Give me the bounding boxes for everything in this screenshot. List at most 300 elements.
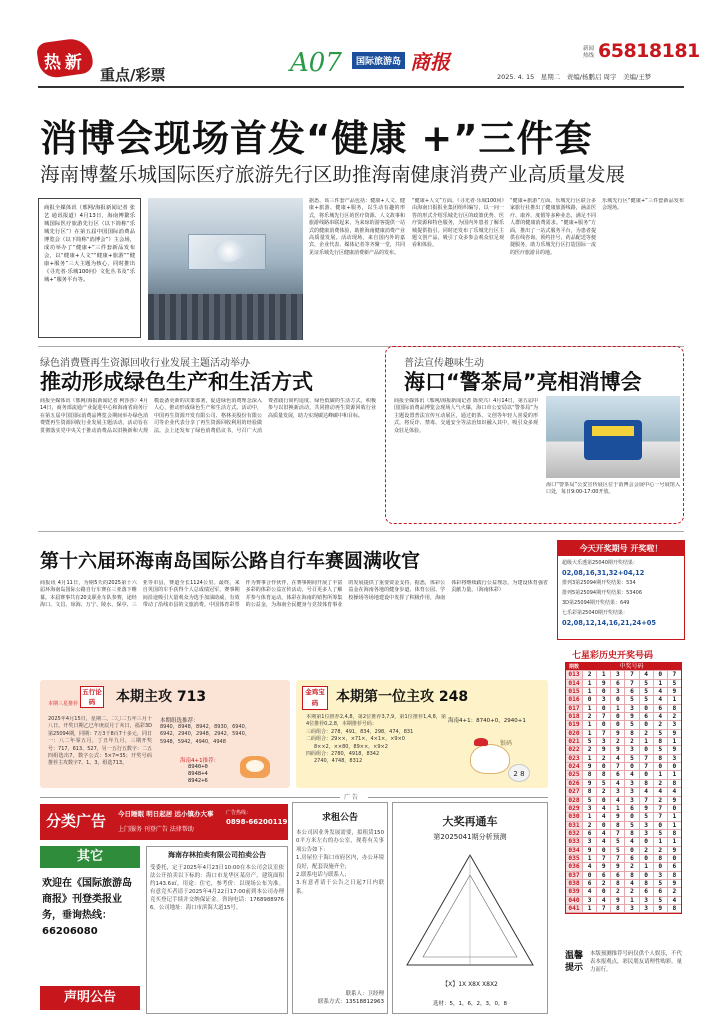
history-digit: 4: [667, 788, 681, 795]
cycling-body: 商报讯 4月11日，为期5天的2025第十六届环海南岛国际公路自行车赛在三亚落下帷幕。本届赛事共有20支职业车队参赛，途经海口、文昌、琼海、万宁、陵水、保亭、三亚等市县，赛道全长1124公里。最终，来自英国的车手获得个人总成绩冠军，赛事期间沿途吸引大量观众为选手加油助威，有效带动了沿线市县的文旅消费。中国体育彩票作为赛事合作伙伴，在赛事期间开展了丰富多彩的体彩公益宣传活动，号召更多人了解并参与体育运动。体彩在海南的销售所筹集的公益金，为海南全民健身与竞技体育事业的发展提供了重要资金支持，据悉，体彩公益金在海南各地的健身步道、体育公园、学校操场等场地建设中发挥了积极作用，海南体彩将继续践行公益理念，为建设体育强省贡献力量。（海南体彩）: [40, 580, 548, 609]
history-digit: 2: [596, 788, 610, 795]
history-digit: 8: [653, 855, 667, 862]
history-digit: 5: [610, 838, 624, 845]
history-issue: 032: [566, 830, 582, 837]
tea-kicker: 普法宣传趣味生动: [404, 358, 484, 369]
history-digit: 0: [596, 763, 610, 770]
history-row: [566, 763, 681, 771]
history-digit: 8: [667, 872, 681, 879]
history-digit: 5: [653, 746, 667, 753]
history-row: [566, 855, 681, 863]
history-digit: 6: [624, 688, 638, 695]
first-side: 海南4+1：8740+0，2940+1: [448, 718, 526, 724]
history-digit: 2: [610, 738, 624, 745]
green-body: 商报全媒体讯（邢网/海报新闻记者 柯莎莎）4月14日，商务部流通产业促进中心和海南省商务厅在第五届中国国际消费品博览会期间举办绿色消费暨再生资源回收行业发展主题活动，活动旨在贯彻落实党中央关于推动消费品以旧换新和大规模设备更新的决策部署，促进绿色消费理念深入人心，推动形成绿色生产和生活方式。活动中，中国再生资源开发有限公司、格林美股份有限公司等企业代表分享了再生资源回收利用的经验做法。会上还发布了绿色消费倡议书，号召广大消费者践行简约适度、绿色低碳的生活方式，积极参与以旧换新活动，共同推动再生资源回收行业高质量发展，助力实现碳达峰碳中和目标。: [40, 398, 376, 434]
history-digit: 0: [653, 671, 667, 678]
history-digit: 7: [653, 813, 667, 820]
history-table: [565, 662, 682, 914]
qita-tag: [40, 846, 140, 868]
lottery-row: 02,08,12,14,16,21,24+05: [562, 619, 656, 627]
history-digit: 4: [624, 771, 638, 778]
history-digit: 4: [610, 755, 624, 762]
history-issue: 025: [566, 771, 582, 778]
history-digit: 9: [667, 730, 681, 737]
history-row: [566, 746, 681, 754]
history-digit: 2: [582, 822, 596, 829]
zhugong-badge: [80, 686, 104, 708]
history-digit: 2: [582, 713, 596, 720]
history-digit: 1: [582, 721, 596, 728]
history-row: [566, 880, 681, 888]
lead-col-3: “健康+人文”方面，《寻光者·乐城100问》由海南日报报业集团组织编写，以一问一答的形式介绍乐城先行区的政策优势、医疗资源和特色服务，为国内外患者了解乐城提供指引。同时还发布了乐城先行区主题文创产品，吸引了众多参会观众驻足观看和体验。: [412, 198, 504, 249]
history-col-issue: 期数: [566, 663, 582, 670]
header-rule: [38, 86, 684, 88]
history-digit: 5: [639, 688, 653, 695]
stage-light: [214, 240, 244, 262]
bigprize-title: 大奖再通车: [442, 815, 498, 828]
zhugong-body: 2025年4月15日，星期二，二〇二五年三月十八日，开奖日期乙巳年庚辰月丁亥日，福彩3D第25094期，同期：7万3千8百7十多元，同日一：八二年零五月，丁丑年九月，三期开奖号：717、613、527，另一五行五数字：二五四组选出7，数字公式：5×7=35；开奖号码推荐主攻数字7、1、3，组选713。: [48, 716, 152, 767]
history-digit: 3: [610, 688, 624, 695]
history-digit: 9: [667, 797, 681, 804]
history-digit: 7: [610, 763, 624, 770]
history-digit: 0: [639, 721, 653, 728]
history-digit: 9: [667, 847, 681, 854]
history-issue: 013: [566, 671, 582, 678]
history-digit: 2: [639, 730, 653, 737]
history-row: [566, 696, 681, 704]
history-digit: 0: [596, 705, 610, 712]
history-digit: 3: [582, 838, 596, 845]
history-title: 七星彩历史开奖号码: [572, 651, 654, 661]
history-digit: 1: [667, 696, 681, 703]
masthead-logo: [38, 36, 96, 80]
history-digit: 9: [653, 905, 667, 912]
zhugong-title: 本期主攻 713: [116, 689, 207, 705]
history-digit: 5: [596, 780, 610, 787]
history-digit: 0: [639, 771, 653, 778]
history-digit: 2: [653, 721, 667, 728]
history-digit: 9: [582, 780, 596, 787]
classified-tel: 0898-66200119: [226, 818, 288, 826]
history-digit: 1: [582, 730, 596, 737]
history-digit: 9: [667, 746, 681, 753]
history-digit: 1: [667, 822, 681, 829]
bigprize-chart: [393, 847, 547, 977]
history-digit: 3: [624, 905, 638, 912]
history-digit: 7: [624, 680, 638, 687]
page-number-text: A07: [290, 48, 342, 78]
history-digit: 0: [624, 763, 638, 770]
auction-title: 海南存林拍卖有限公司拍卖公告: [168, 851, 266, 859]
classified-addr: 上门服务 刊登广告 法律帮助: [118, 826, 194, 833]
lottery-row: 排列3第25094期开奖结果：534: [562, 580, 636, 586]
history-digit: 0: [596, 888, 610, 895]
bigprize-chars: 【X】1X X8X X8X2: [442, 981, 498, 988]
history-digit: 6: [610, 771, 624, 778]
rent-tel: 联系方式：13518812963: [318, 999, 384, 1005]
history-digit: 1: [582, 688, 596, 695]
history-digit: 7: [639, 797, 653, 804]
history-digit: 0: [667, 763, 681, 770]
history-digit: 8: [610, 822, 624, 829]
history-issue: 039: [566, 888, 582, 895]
history-digit: 8: [624, 830, 638, 837]
history-digit: 4: [610, 780, 624, 787]
history-row: [566, 721, 681, 729]
section-label: 重点/彩票: [100, 66, 166, 84]
history-issue: 026: [566, 780, 582, 787]
history-row: [566, 788, 681, 796]
silver-seal: 银码: [500, 740, 513, 747]
history-issue: 030: [566, 813, 582, 820]
audience: [148, 294, 303, 340]
history-digit: 1: [610, 705, 624, 712]
history-digit: 5: [610, 847, 624, 854]
history-digit: 1: [639, 738, 653, 745]
history-digit: 9: [624, 713, 638, 720]
history-row: [566, 797, 681, 805]
history-row: [566, 671, 681, 679]
history-digit: 1: [653, 680, 667, 687]
rent-contact: 联系人：卫经理: [345, 991, 384, 997]
history-digit: 9: [582, 847, 596, 854]
history-digit: 3: [624, 705, 638, 712]
history-digit: 1: [639, 863, 653, 870]
history-digit: 0: [639, 746, 653, 753]
history-digit: 1: [582, 813, 596, 820]
history-issue: 029: [566, 805, 582, 812]
history-digit: 1: [610, 805, 624, 812]
history-digit: 5: [653, 897, 667, 904]
classified-header: [40, 804, 288, 840]
history-issue: 040: [566, 897, 582, 904]
history-digit: 8: [582, 771, 596, 778]
history-digit: 1: [582, 705, 596, 712]
history-issue: 024: [566, 763, 582, 770]
history-digit: 8: [667, 830, 681, 837]
history-digit: 2: [596, 880, 610, 887]
history-digit: 5: [624, 822, 638, 829]
history-row: [566, 705, 681, 713]
history-digit: 9: [667, 688, 681, 695]
history-digit: 9: [610, 897, 624, 904]
history-digit: 0: [639, 705, 653, 712]
history-digit: 4: [596, 805, 610, 812]
history-digit: 1: [653, 838, 667, 845]
history-issue: 021: [566, 738, 582, 745]
history-digit: 6: [667, 863, 681, 870]
history-digit: 2: [596, 755, 610, 762]
history-digit: 2: [582, 746, 596, 753]
history-digit: 6: [582, 830, 596, 837]
history-digit: 3: [624, 746, 638, 753]
first-title: 本期第一位主攻 248: [336, 689, 469, 705]
history-digit: 7: [667, 671, 681, 678]
tea-sign: [592, 426, 634, 436]
rent-box: [292, 802, 388, 1014]
history-digit: 2: [624, 888, 638, 895]
history-digit: 9: [610, 746, 624, 753]
history-digit: 3: [639, 897, 653, 904]
history-digit: 1: [624, 897, 638, 904]
history-digit: 3: [667, 755, 681, 762]
bigprize-foot: 选材：5，1，6，2，3，0，8: [433, 1001, 507, 1007]
history-digit: 0: [610, 721, 624, 728]
history-digit: 1: [582, 755, 596, 762]
history-issue: 036: [566, 863, 582, 870]
history-digit: 4: [653, 788, 667, 795]
history-digit: 4: [639, 788, 653, 795]
history-digit: 0: [624, 847, 638, 854]
first-body: 本期第1位推荐2,4,8，第2位推荐3,7,9，第1位推荐1,4,8，第4位推荐0,2,8，本期推荐号码： 三码组合：278，491，834，298，474，831 二码组合：29××，×71×，4×1×，×9×0 8××2，××80，89××，×9×2 四码组合：2780，4918，8342 2740，4748，8312: [306, 714, 446, 765]
history-digit: 0: [653, 822, 667, 829]
paper-brand: 商报: [410, 50, 450, 74]
history-digit: 7: [624, 671, 638, 678]
history-digit: 2: [624, 738, 638, 745]
history-issue: 035: [566, 855, 582, 862]
lottery-row: 七乐彩第25040期开奖结果：: [562, 610, 628, 616]
history-issue: 022: [566, 746, 582, 753]
zhugong-badge-text: 五行论码: [82, 688, 102, 706]
history-digit: 3: [667, 721, 681, 728]
history-digit: 6: [596, 872, 610, 879]
history-digit: 6: [639, 713, 653, 720]
history-row: [566, 738, 681, 746]
lead-intro: 商报全媒体讯（邢网/海报新闻记者 张艺 通讯报道）4月13日，海南博鳌乐城国际医疗旅游先行区（以下简称“乐城先行区”）在第五届中国国际消费品博览会（以下简称“消博会”）主会场，成功举办了“健康+”三件套新品发布会，以“健康+人文”“健康+旅游”“健康+服务”三大主题为核心，同时推出《寻光者·乐城100问》文化丛书及“乐城+”服务平台等。: [44, 205, 135, 283]
history-digit: 6: [624, 805, 638, 812]
qita-text: 其它: [76, 849, 103, 864]
history-digit: 5: [639, 696, 653, 703]
history-digit: 3: [653, 872, 667, 879]
history-digit: 3: [596, 696, 610, 703]
history-digit: 9: [596, 680, 610, 687]
zhugong-star: 本期三星推荐: [48, 701, 79, 707]
history-issue: 017: [566, 705, 582, 712]
history-issue: 027: [566, 788, 582, 795]
classified-tel-label: 广告热线：: [226, 810, 252, 816]
green-title: 推动形成绿色生产和生活方式: [40, 370, 313, 394]
history-digit: 8: [582, 788, 596, 795]
history-row: [566, 905, 681, 913]
history-issue: 034: [566, 847, 582, 854]
history-digit: 1: [582, 855, 596, 862]
history-digit: 9: [610, 863, 624, 870]
history-row: [566, 897, 681, 905]
history-digit: 3: [582, 897, 596, 904]
history-row: [566, 730, 681, 738]
history-digit: 8: [624, 730, 638, 737]
history-digit: 0: [596, 822, 610, 829]
history-digit: 8: [667, 780, 681, 787]
history-digit: 0: [596, 688, 610, 695]
ad-rule-left: [40, 797, 340, 798]
tiger-face: [246, 760, 264, 772]
history-digit: 6: [639, 888, 653, 895]
headline-title: 消博会现场首发“健康 +”三件套: [40, 117, 593, 160]
history-row: [566, 688, 681, 696]
gold-ball-num: 2 8: [513, 770, 525, 778]
history-row: [566, 755, 681, 763]
history-digit: 5: [667, 680, 681, 687]
tea-title: 海口“警茶局”亮相消博会: [404, 370, 642, 394]
history-digit: 8: [596, 771, 610, 778]
date-line: 2025. 4. 15 星期二 责编/杨鹏启 周宇 美编/王梦: [497, 73, 652, 81]
lottery-banner: 今天开奖期号 开奖啦！: [558, 541, 684, 556]
history-digit: 3: [624, 780, 638, 787]
auction-body: 受委托，定于2025年4月23日10:00在本公司会议室依法公开拍卖以下标的：海口市龙华区某房产，建筑面积约143.6㎡，用途：住宅，参考价：以现场公布为准。有意竞买者请于2025年4月22日17:00前到本公司办理竞买登记手续并交纳保证金。咨询电话：17689889766。公司地址：海口市滨海大道15号。: [150, 865, 284, 911]
history-digit: 0: [653, 763, 667, 770]
history-digit: 8: [667, 905, 681, 912]
history-digit: 1: [582, 905, 596, 912]
history-digit: 3: [596, 738, 610, 745]
history-row: [566, 780, 681, 788]
lottery-rows: [558, 556, 684, 630]
first-badge-text: 金鸡宝码: [305, 688, 325, 707]
history-digit: 8: [639, 880, 653, 887]
history-digit: 7: [610, 855, 624, 862]
history-digit: 8: [667, 705, 681, 712]
lead-photo: [148, 198, 303, 340]
history-digit: 0: [653, 863, 667, 870]
history-digit: 8: [624, 872, 638, 879]
history-digit: 4: [582, 863, 596, 870]
history-digit: 0: [610, 696, 624, 703]
history-digit: 4: [624, 880, 638, 887]
tea-caption: 海口“警茶局”公安宣传展区位于消博会会展中心一号展馆入口处，每日9:00-17:00开放。: [546, 482, 680, 496]
history-row: [566, 872, 681, 880]
mid-rule: [38, 531, 684, 532]
history-digit: 5: [624, 721, 638, 728]
history-digit: 1: [596, 671, 610, 678]
history-issue: 028: [566, 797, 582, 804]
rent-title: 求租公告: [321, 813, 358, 823]
history-digit: 5: [653, 880, 667, 887]
lottery-row: 3D第25094期开奖结果：649: [562, 600, 630, 606]
history-digit: 8: [653, 738, 667, 745]
history-digit: 8: [610, 905, 624, 912]
first-badge: [302, 686, 328, 710]
history-row: [566, 813, 681, 821]
history-digit: 3: [639, 830, 653, 837]
history-digit: 9: [582, 763, 596, 770]
history-digit: 2: [653, 780, 667, 787]
history-digit: 7: [610, 830, 624, 837]
lottery-row: 02,08,16,31,32+04,12: [562, 569, 645, 577]
history-digit: 5: [639, 680, 653, 687]
history-digit: 3: [639, 822, 653, 829]
history-digit: 4: [653, 688, 667, 695]
history-digit: 7: [596, 905, 610, 912]
cycling-title: 第十六届环海南岛国际公路自行车赛圆满收官: [40, 550, 421, 572]
history-digit: 4: [653, 713, 667, 720]
history-digit: 0: [639, 872, 653, 879]
history-digit: 3: [582, 805, 596, 812]
history-digit: 0: [639, 855, 653, 862]
history-row: [566, 713, 681, 721]
history-digit: 1: [667, 813, 681, 820]
hotline-number: 65818181: [598, 40, 700, 62]
history-digit: 9: [667, 880, 681, 887]
history-digit: 3: [639, 905, 653, 912]
history-digit: 7: [639, 763, 653, 770]
history-digit: 6: [653, 705, 667, 712]
history-digit: 9: [639, 805, 653, 812]
history-digit: 3: [624, 797, 638, 804]
lead-intro-box: [38, 198, 141, 338]
tiger-illustration: [236, 748, 276, 782]
history-digit: 2: [667, 713, 681, 720]
history-digit: 3: [610, 671, 624, 678]
history-digit: 5: [624, 755, 638, 762]
qita-body: 欢迎在《国际旅游岛商报》刊登类报业务，垂询热线：66206080: [42, 878, 132, 937]
rooster-body: [470, 744, 510, 774]
history-digit: 9: [610, 730, 624, 737]
history-issue: 020: [566, 730, 582, 737]
history-digit: 7: [653, 805, 667, 812]
bigprize-box: [392, 802, 548, 1014]
history-issue: 023: [566, 755, 582, 762]
history-digit: 7: [596, 713, 610, 720]
lead-col-4: “健康+旅游”方面，乐城先行区联合多家旅行社推出了健康旅游线路，涵盖医疗、康养、度假等多种业态，满足不同人群的健康消费需求。“健康+服务”方面，推出了一站式服务平台，为患者提供在线咨询、预约挂号、药品配送等便捷服务，助力乐城先行区打造国际一流的医疗旅游目的地。: [510, 198, 596, 256]
classified-title: 分类广告: [46, 812, 107, 830]
history-digit: 3: [610, 788, 624, 795]
history-digit: 9: [610, 813, 624, 820]
history-row: [566, 822, 681, 830]
history-digit: 4: [624, 838, 638, 845]
history-digit: 9: [596, 863, 610, 870]
tea-photo: [546, 396, 680, 478]
shengming-text: 声明公告: [63, 990, 116, 1005]
history-digit: 6: [610, 872, 624, 879]
history-issue: 015: [566, 688, 582, 695]
bigprize-sub: 第2025041期分析预测: [433, 833, 507, 841]
history-digit: 5: [653, 830, 667, 837]
history-digit: 1: [667, 771, 681, 778]
hotline-label: 新闻热线: [583, 46, 595, 59]
history-digit: 2: [624, 863, 638, 870]
history-digit: 0: [624, 813, 638, 820]
history-digit: 0: [667, 805, 681, 812]
zhugong-codes: 8940，8948，8942，8930，6940，6942，2940，2948，2942，5940，5948，5942，4940，4948: [160, 724, 250, 745]
history-row: [566, 680, 681, 688]
history-issue: 019: [566, 721, 582, 728]
rent-body: 本公司因业务发展需要，拟租赁1500平方米左右的办公室，现将有关事项公告如下： 1.房屋位于海口市府区内，办公环境良好，配套设施齐全； 2.联系电话与联系人； 3.有意者请于公告之日起7日内联系。: [296, 830, 384, 895]
history-row: [566, 838, 681, 846]
history-row: [566, 863, 681, 871]
history-digit: 7: [596, 855, 610, 862]
history-digit: 0: [610, 713, 624, 720]
history-digit: 4: [596, 838, 610, 845]
history-digit: 0: [582, 872, 596, 879]
gold-ball: [508, 764, 530, 782]
page-number: [290, 44, 342, 79]
history-digit: 7: [596, 730, 610, 737]
history-digit: 4: [596, 897, 610, 904]
history-issue: 031: [566, 822, 582, 829]
lead-col-5: 乐城先行区“健康+”三件套新品发布会现场。: [602, 198, 684, 212]
shengming-tag: [40, 986, 140, 1010]
history-col-nums: 中奖号码: [619, 663, 644, 670]
history-digit: 1: [667, 838, 681, 845]
history-digit: 6: [582, 880, 596, 887]
history-digit: 5: [582, 738, 596, 745]
history-digit: 5: [582, 797, 596, 804]
history-digit: 2: [653, 797, 667, 804]
history-digit: 4: [639, 671, 653, 678]
history-digit: 6: [653, 888, 667, 895]
history-issue: 018: [566, 713, 582, 720]
history-digit: 0: [582, 696, 596, 703]
